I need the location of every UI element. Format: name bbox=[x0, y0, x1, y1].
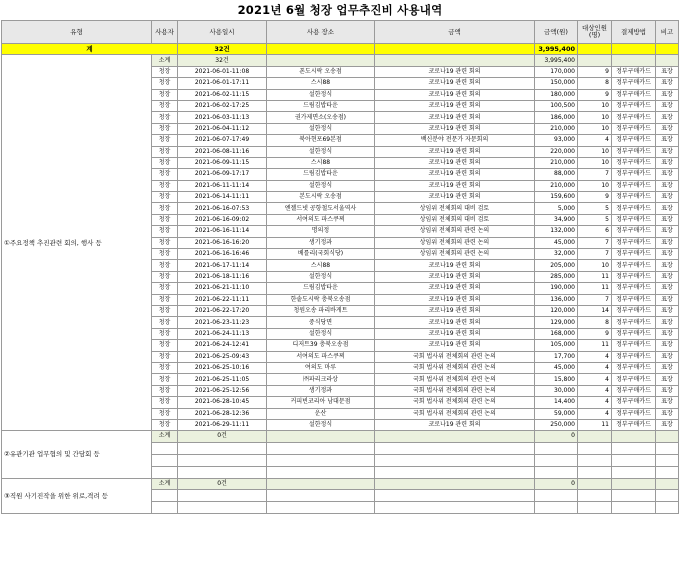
cell-note: 표장 bbox=[656, 374, 679, 385]
cell-dt: 2021-06-02-17:25 bbox=[178, 100, 267, 111]
cell-method: 정부구매카드 bbox=[612, 260, 656, 271]
cell-purpose: 코로나19 관련 회의 bbox=[375, 305, 535, 316]
cell-place: 서여의도 파스쿠찌 bbox=[267, 214, 375, 225]
cell-place: ㈜파리크라상 bbox=[267, 374, 375, 385]
cell-dt: 2021-06-25-09:43 bbox=[178, 351, 267, 362]
cell-note: 표장 bbox=[656, 408, 679, 419]
cell-purpose: 코로나19 관련 회의 bbox=[375, 283, 535, 294]
cell-purpose: 국회 법사위 전체회의 관련 논의 bbox=[375, 397, 535, 408]
cell-note: 표장 bbox=[656, 328, 679, 339]
cell-note: 표장 bbox=[656, 317, 679, 328]
cell-purpose: 코로나19 관련 회의 bbox=[375, 66, 535, 77]
cell-dt: 2021-06-22-11:11 bbox=[178, 294, 267, 305]
cell-dt: 2021-06-01-17:11 bbox=[178, 78, 267, 89]
cell-dt: 2021-06-16-16:46 bbox=[178, 249, 267, 260]
cell-dt: 2021-06-16-09:02 bbox=[178, 214, 267, 225]
cell-dt: 2021-06-25-12:56 bbox=[178, 385, 267, 396]
cell-place: 한솥도시락 충북오송점 bbox=[267, 294, 375, 305]
expense-table bbox=[1, 20, 679, 514]
cell-user: 청장 bbox=[152, 100, 178, 111]
cell-purpose: 국회 법사위 전체회의 관련 논의 bbox=[375, 374, 535, 385]
cell-purpose: 상임위 전체회의 대비 검토 bbox=[375, 214, 535, 225]
cell-dt: 2021-06-09-11:15 bbox=[178, 157, 267, 168]
cell-dt: 2021-06-23-11:23 bbox=[178, 317, 267, 328]
header-datetime: 사용일시 bbox=[178, 21, 267, 44]
cell-people: 4 bbox=[578, 408, 612, 419]
cell-people: 8 bbox=[578, 78, 612, 89]
cell-amount: 220,000 bbox=[535, 146, 578, 157]
section1-subtotal-label: 소계 bbox=[152, 55, 178, 66]
cell-purpose: 코로나19 관련 회의 bbox=[375, 146, 535, 157]
cell-method: 정부구매카드 bbox=[612, 180, 656, 191]
cell-note: 표장 bbox=[656, 226, 679, 237]
cell-note: 표장 bbox=[656, 237, 679, 248]
cell-place: 스시88 bbox=[267, 157, 375, 168]
cell-method: 정부구매카드 bbox=[612, 271, 656, 282]
cell-purpose: 코로나19 관련 회의 bbox=[375, 180, 535, 191]
cell-place: 여의도 마루 bbox=[267, 362, 375, 373]
cell-method: 정부구매카드 bbox=[612, 340, 656, 351]
cell-amount: 170,000 bbox=[535, 66, 578, 77]
cell-dt: 2021-06-02-11:15 bbox=[178, 89, 267, 100]
cell-method: 정부구매카드 bbox=[612, 317, 656, 328]
cell-purpose: 코로나19 관련 회의 bbox=[375, 328, 535, 339]
cell-note: 표장 bbox=[656, 283, 679, 294]
cell-people: 4 bbox=[578, 374, 612, 385]
cell-method: 정부구매카드 bbox=[612, 249, 656, 260]
section2-category: ②유관기관 업무협의 및 간담회 등 bbox=[2, 431, 152, 478]
cell-note: 표장 bbox=[656, 112, 679, 123]
cell-method: 정부구매카드 bbox=[612, 408, 656, 419]
cell-people: 11 bbox=[578, 340, 612, 351]
cell-place: 커피빈코리아 남대문점 bbox=[267, 397, 375, 408]
cell-people: 9 bbox=[578, 89, 612, 100]
cell-note: 표장 bbox=[656, 214, 679, 225]
section1-subtotal-count: 32건 bbox=[178, 55, 267, 66]
cell-method: 정부구매카드 bbox=[612, 89, 656, 100]
cell-note: 표장 bbox=[656, 203, 679, 214]
cell-dt: 2021-06-22-17:20 bbox=[178, 305, 267, 316]
cell-method: 정부구매카드 bbox=[612, 294, 656, 305]
cell-people: 7 bbox=[578, 169, 612, 180]
cell-note: 표장 bbox=[656, 100, 679, 111]
cell-people: 4 bbox=[578, 385, 612, 396]
grand-total-row bbox=[2, 44, 679, 55]
cell-amount: 30,000 bbox=[535, 385, 578, 396]
cell-place: 운산 bbox=[267, 408, 375, 419]
cell-user: 청장 bbox=[152, 340, 178, 351]
cell-note: 표장 bbox=[656, 123, 679, 134]
cell-dt: 2021-06-29-11:11 bbox=[178, 419, 267, 430]
cell-amount: 285,000 bbox=[535, 271, 578, 282]
cell-purpose: 코로나19 관련 회의 bbox=[375, 112, 535, 123]
cell-amount: 159,600 bbox=[535, 192, 578, 203]
cell-amount: 210,000 bbox=[535, 123, 578, 134]
cell-dt: 2021-06-25-11:05 bbox=[178, 374, 267, 385]
cell-amount: 186,000 bbox=[535, 112, 578, 123]
cell-purpose: 상임위 전체회의 관련 논의 bbox=[375, 226, 535, 237]
cell-method: 정부구매카드 bbox=[612, 283, 656, 294]
cell-user: 청장 bbox=[152, 203, 178, 214]
cell-method: 정부구매카드 bbox=[612, 100, 656, 111]
cell-purpose: 코로나19 관련 회의 bbox=[375, 123, 535, 134]
cell-people: 4 bbox=[578, 351, 612, 362]
cell-method: 정부구매카드 bbox=[612, 214, 656, 225]
cell-people: 10 bbox=[578, 146, 612, 157]
section2-subtotal-row bbox=[2, 431, 679, 442]
cell-dt: 2021-06-01-11:08 bbox=[178, 66, 267, 77]
cell-people: 9 bbox=[578, 328, 612, 339]
cell-people: 7 bbox=[578, 294, 612, 305]
cell-place: 설한정식 bbox=[267, 89, 375, 100]
cell-amount: 45,000 bbox=[535, 362, 578, 373]
cell-amount: 190,000 bbox=[535, 283, 578, 294]
cell-place: 엔젤드넷 공항철도서울역사 bbox=[267, 203, 375, 214]
header-purpose: 금액 bbox=[375, 21, 535, 44]
cell-note: 표장 bbox=[656, 362, 679, 373]
cell-amount: 168,000 bbox=[535, 328, 578, 339]
cell-amount: 205,000 bbox=[535, 260, 578, 271]
cell-user: 청장 bbox=[152, 214, 178, 225]
cell-place: 베를리(국회식당) bbox=[267, 249, 375, 260]
cell-place: 중식당면 bbox=[267, 317, 375, 328]
cell-dt: 2021-06-25-10:16 bbox=[178, 362, 267, 373]
cell-purpose: 상임위 전체회의 관련 논의 bbox=[375, 249, 535, 260]
cell-note: 표장 bbox=[656, 397, 679, 408]
cell-user: 청장 bbox=[152, 271, 178, 282]
cell-user: 청장 bbox=[152, 89, 178, 100]
cell-purpose: 국회 법사위 전체회의 관련 논의 bbox=[375, 408, 535, 419]
cell-purpose: 국회 법사위 전체회의 관련 논의 bbox=[375, 385, 535, 396]
header-note: 비고 bbox=[656, 21, 679, 44]
cell-note: 표장 bbox=[656, 192, 679, 203]
section1-category: ①주요정책 추진관련 회의, 행사 등 bbox=[2, 55, 152, 431]
cell-place: 설한정식 bbox=[267, 123, 375, 134]
cell-people: 10 bbox=[578, 180, 612, 191]
cell-user: 청장 bbox=[152, 374, 178, 385]
cell-dt: 2021-06-28-12:36 bbox=[178, 408, 267, 419]
cell-method: 정부구매카드 bbox=[612, 112, 656, 123]
cell-amount: 88,000 bbox=[535, 169, 578, 180]
cell-user: 청장 bbox=[152, 385, 178, 396]
section2-subtotal-amount: 0 bbox=[535, 431, 578, 442]
cell-people: 9 bbox=[578, 66, 612, 77]
cell-user: 청장 bbox=[152, 192, 178, 203]
cell-note: 표장 bbox=[656, 260, 679, 271]
cell-place: 스시88 bbox=[267, 78, 375, 89]
cell-note: 표장 bbox=[656, 419, 679, 430]
cell-user: 청장 bbox=[152, 135, 178, 146]
cell-user: 청장 bbox=[152, 146, 178, 157]
cell-people: 10 bbox=[578, 123, 612, 134]
cell-note: 표장 bbox=[656, 180, 679, 191]
cell-dt: 2021-06-09-17:17 bbox=[178, 169, 267, 180]
cell-people: 4 bbox=[578, 397, 612, 408]
cell-note: 표장 bbox=[656, 135, 679, 146]
cell-purpose: 상임위 전체회의 대비 검토 bbox=[375, 203, 535, 214]
header-type: 유형 bbox=[2, 21, 152, 44]
cell-note: 표장 bbox=[656, 340, 679, 351]
cell-amount: 93,000 bbox=[535, 135, 578, 146]
cell-amount: 129,000 bbox=[535, 317, 578, 328]
cell-amount: 132,000 bbox=[535, 226, 578, 237]
cell-people: 11 bbox=[578, 271, 612, 282]
cell-method: 정부구매카드 bbox=[612, 374, 656, 385]
cell-method: 정부구매카드 bbox=[612, 66, 656, 77]
cell-method: 정부구매카드 bbox=[612, 157, 656, 168]
cell-place: 드림김밥타운 bbox=[267, 100, 375, 111]
cell-user: 청장 bbox=[152, 226, 178, 237]
cell-method: 정부구매카드 bbox=[612, 305, 656, 316]
cell-purpose: 코로나19 관련 회의 bbox=[375, 89, 535, 100]
section2-subtotal-count: 0건 bbox=[178, 431, 267, 442]
cell-amount: 100,500 bbox=[535, 100, 578, 111]
cell-people: 5 bbox=[578, 214, 612, 225]
cell-note: 표장 bbox=[656, 271, 679, 282]
header-amount: 금액(원) bbox=[535, 21, 578, 44]
cell-method: 정부구매카드 bbox=[612, 397, 656, 408]
cell-amount: 17,700 bbox=[535, 351, 578, 362]
report-title: 2021년 6월 청장 업무추진비 사용내역 bbox=[237, 3, 443, 17]
cell-dt: 2021-06-24-12:41 bbox=[178, 340, 267, 351]
cell-method: 정부구매카드 bbox=[612, 328, 656, 339]
cell-amount: 15,800 bbox=[535, 374, 578, 385]
cell-amount: 105,000 bbox=[535, 340, 578, 351]
cell-people: 7 bbox=[578, 249, 612, 260]
cell-user: 청장 bbox=[152, 351, 178, 362]
cell-place: 설한정식 bbox=[267, 419, 375, 430]
cell-place: 폰도시락 오송점 bbox=[267, 66, 375, 77]
cell-method: 정부구매카드 bbox=[612, 146, 656, 157]
header-method: 결제방법 bbox=[612, 21, 656, 44]
cell-people: 8 bbox=[578, 317, 612, 328]
cell-note: 표장 bbox=[656, 78, 679, 89]
cell-amount: 210,000 bbox=[535, 180, 578, 191]
cell-method: 정부구매카드 bbox=[612, 135, 656, 146]
cell-user: 청장 bbox=[152, 157, 178, 168]
cell-purpose: 코로나19 관련 회의 bbox=[375, 260, 535, 271]
cell-dt: 2021-06-17-11:14 bbox=[178, 260, 267, 271]
cell-dt: 2021-06-24-11:13 bbox=[178, 328, 267, 339]
cell-people: 9 bbox=[578, 192, 612, 203]
cell-place: 생기정과 bbox=[267, 385, 375, 396]
cell-dt: 2021-06-21-11:10 bbox=[178, 283, 267, 294]
cell-dt: 2021-06-14-11:11 bbox=[178, 192, 267, 203]
cell-user: 청장 bbox=[152, 123, 178, 134]
cell-user: 청장 bbox=[152, 362, 178, 373]
cell-purpose: 코로나19 관련 회의 bbox=[375, 78, 535, 89]
cell-note: 표장 bbox=[656, 146, 679, 157]
cell-user: 청장 bbox=[152, 305, 178, 316]
cell-note: 표장 bbox=[656, 385, 679, 396]
cell-people: 14 bbox=[578, 305, 612, 316]
cell-amount: 210,000 bbox=[535, 157, 578, 168]
cell-people: 10 bbox=[578, 100, 612, 111]
cell-people: 10 bbox=[578, 157, 612, 168]
cell-note: 표장 bbox=[656, 249, 679, 260]
cell-place: 드림김밥타운 bbox=[267, 169, 375, 180]
cell-note: 표장 bbox=[656, 157, 679, 168]
cell-amount: 59,000 bbox=[535, 408, 578, 419]
cell-method: 정부구매카드 bbox=[612, 123, 656, 134]
cell-amount: 32,000 bbox=[535, 249, 578, 260]
cell-people: 11 bbox=[578, 419, 612, 430]
cell-place: 북아현포69본점 bbox=[267, 135, 375, 146]
cell-method: 정부구매카드 bbox=[612, 419, 656, 430]
cell-note: 표장 bbox=[656, 89, 679, 100]
section2-subtotal-label: 소계 bbox=[152, 431, 178, 442]
cell-purpose: 백신분야 전문가 자문회의 bbox=[375, 135, 535, 146]
cell-user: 청장 bbox=[152, 180, 178, 191]
cell-dt: 2021-06-18-11:16 bbox=[178, 271, 267, 282]
section3-subtotal-count: 0건 bbox=[178, 478, 267, 489]
cell-people: 4 bbox=[578, 135, 612, 146]
cell-amount: 14,400 bbox=[535, 397, 578, 408]
table-header-row bbox=[2, 21, 679, 44]
cell-user: 청장 bbox=[152, 260, 178, 271]
cell-dt: 2021-06-07-17:49 bbox=[178, 135, 267, 146]
cell-method: 정부구매카드 bbox=[612, 237, 656, 248]
cell-dt: 2021-06-04-11:12 bbox=[178, 123, 267, 134]
cell-amount: 250,000 bbox=[535, 419, 578, 430]
cell-place: 설한정식 bbox=[267, 146, 375, 157]
cell-user: 청장 bbox=[152, 397, 178, 408]
cell-amount: 120,000 bbox=[535, 305, 578, 316]
cell-purpose: 코로나19 관련 회의 bbox=[375, 340, 535, 351]
cell-people: 11 bbox=[578, 283, 612, 294]
cell-place: 설한정식 bbox=[267, 180, 375, 191]
cell-place: 권가제면소(오송점) bbox=[267, 112, 375, 123]
cell-place: 설한정식 bbox=[267, 271, 375, 282]
cell-place: 청원오송 파리바게트 bbox=[267, 305, 375, 316]
cell-user: 청장 bbox=[152, 317, 178, 328]
cell-user: 청장 bbox=[152, 419, 178, 430]
cell-place: 생기정과 bbox=[267, 237, 375, 248]
cell-method: 정부구매카드 bbox=[612, 78, 656, 89]
cell-user: 청장 bbox=[152, 66, 178, 77]
cell-amount: 136,000 bbox=[535, 294, 578, 305]
cell-user: 청장 bbox=[152, 283, 178, 294]
total-amount: 3,995,400 bbox=[535, 44, 578, 55]
cell-purpose: 코로나19 관련 회의 bbox=[375, 169, 535, 180]
cell-people: 6 bbox=[578, 226, 612, 237]
cell-purpose: 코로나19 관련 회의 bbox=[375, 294, 535, 305]
cell-purpose: 코로나19 관련 회의 bbox=[375, 157, 535, 168]
header-people: 대상인원(명) bbox=[578, 21, 612, 44]
cell-user: 청장 bbox=[152, 249, 178, 260]
section3-subtotal-label: 소계 bbox=[152, 478, 178, 489]
cell-note: 표장 bbox=[656, 351, 679, 362]
cell-note: 표장 bbox=[656, 294, 679, 305]
cell-amount: 34,900 bbox=[535, 214, 578, 225]
cell-user: 청장 bbox=[152, 112, 178, 123]
cell-user: 청장 bbox=[152, 169, 178, 180]
total-count: 32건 bbox=[178, 44, 267, 55]
cell-note: 표장 bbox=[656, 305, 679, 316]
section1-subtotal-amount: 3,995,400 bbox=[535, 55, 578, 66]
cell-purpose: 코로나19 관련 회의 bbox=[375, 100, 535, 111]
cell-user: 청장 bbox=[152, 294, 178, 305]
cell-note: 표장 bbox=[656, 66, 679, 77]
cell-amount: 150,000 bbox=[535, 78, 578, 89]
cell-purpose: 코로나19 관련 회의 bbox=[375, 192, 535, 203]
cell-amount: 45,000 bbox=[535, 237, 578, 248]
cell-dt: 2021-06-16-11:14 bbox=[178, 226, 267, 237]
cell-method: 정부구매카드 bbox=[612, 385, 656, 396]
cell-place: 본도시락 오송점 bbox=[267, 192, 375, 203]
cell-people: 10 bbox=[578, 260, 612, 271]
cell-method: 정부구매카드 bbox=[612, 362, 656, 373]
total-label: 계 bbox=[2, 44, 178, 55]
cell-people: 4 bbox=[578, 362, 612, 373]
cell-dt: 2021-06-03-11:13 bbox=[178, 112, 267, 123]
cell-purpose: 코로나19 관련 회의 bbox=[375, 271, 535, 282]
cell-place: 명의정 bbox=[267, 226, 375, 237]
cell-place: 서여의도 파스쿠찌 bbox=[267, 351, 375, 362]
cell-user: 청장 bbox=[152, 78, 178, 89]
cell-people: 10 bbox=[578, 112, 612, 123]
cell-dt: 2021-06-28-10:45 bbox=[178, 397, 267, 408]
header-place: 사용 장소 bbox=[267, 21, 375, 44]
cell-dt: 2021-06-11-11:14 bbox=[178, 180, 267, 191]
cell-place: 설한정식 bbox=[267, 328, 375, 339]
section3-subtotal-row bbox=[2, 478, 679, 489]
cell-people: 5 bbox=[578, 203, 612, 214]
cell-purpose: 국회 법사위 전체회의 관련 논의 bbox=[375, 351, 535, 362]
cell-place: 디저트39 충북오송점 bbox=[267, 340, 375, 351]
cell-method: 정부구매카드 bbox=[612, 192, 656, 203]
cell-user: 청장 bbox=[152, 237, 178, 248]
cell-amount: 180,000 bbox=[535, 89, 578, 100]
cell-purpose: 국회 법사위 전체회의 관련 논의 bbox=[375, 362, 535, 373]
section3-subtotal-amount: 0 bbox=[535, 478, 578, 489]
cell-place: 드림김밥타운 bbox=[267, 283, 375, 294]
cell-user: 청장 bbox=[152, 408, 178, 419]
section1-subtotal-row bbox=[2, 55, 679, 66]
section3-category: ③직원 사기진작을 위한 위로,격려 등 bbox=[2, 478, 152, 513]
header-user: 사용자 bbox=[152, 21, 178, 44]
cell-dt: 2021-06-16-07:53 bbox=[178, 203, 267, 214]
cell-purpose: 코로나19 관련 회의 bbox=[375, 317, 535, 328]
cell-dt: 2021-06-08-11:16 bbox=[178, 146, 267, 157]
cell-purpose: 코로나19 관련 회의 bbox=[375, 419, 535, 430]
cell-user: 청장 bbox=[152, 328, 178, 339]
cell-people: 7 bbox=[578, 237, 612, 248]
cell-method: 정부구매카드 bbox=[612, 351, 656, 362]
cell-purpose: 상임위 전체회의 관련 논의 bbox=[375, 237, 535, 248]
cell-method: 정부구매카드 bbox=[612, 226, 656, 237]
cell-amount: 5,000 bbox=[535, 203, 578, 214]
cell-method: 정부구매카드 bbox=[612, 203, 656, 214]
cell-method: 정부구매카드 bbox=[612, 169, 656, 180]
cell-dt: 2021-06-16-16:20 bbox=[178, 237, 267, 248]
cell-place: 스시88 bbox=[267, 260, 375, 271]
cell-note: 표장 bbox=[656, 169, 679, 180]
